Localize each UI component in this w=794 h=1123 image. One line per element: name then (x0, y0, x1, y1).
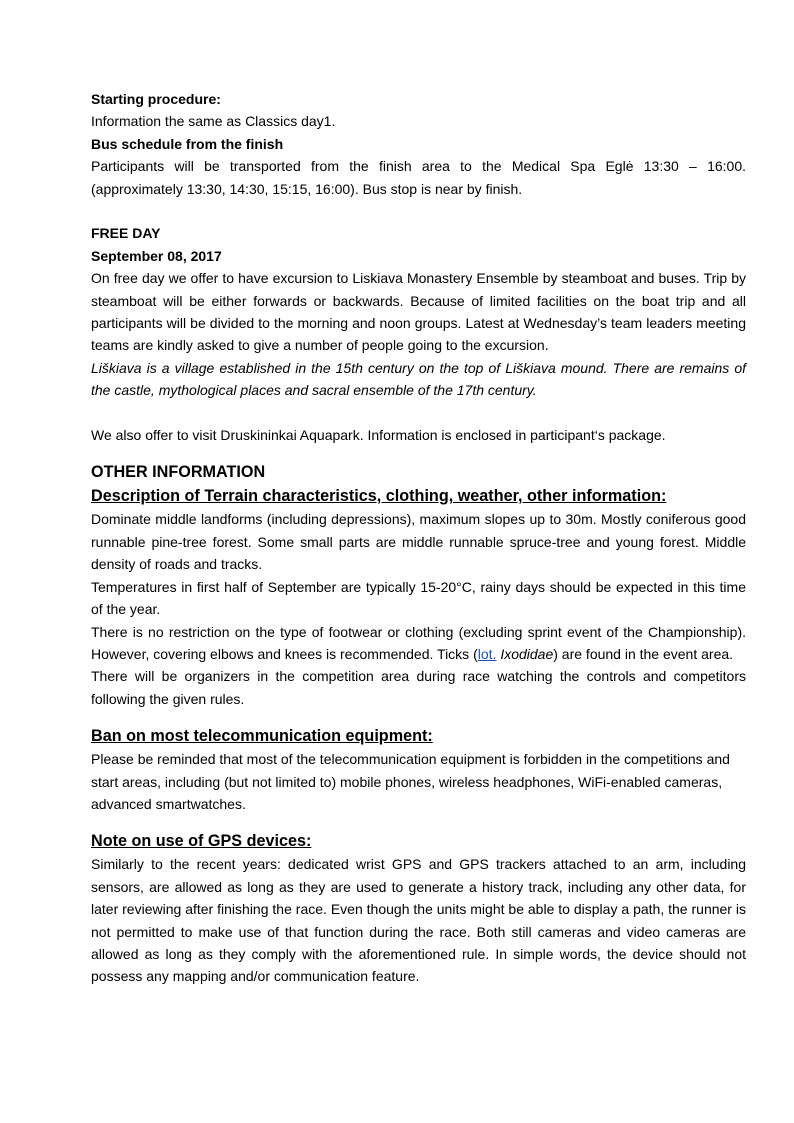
footwear-text-end: ) are found in the event area. (553, 645, 734, 662)
terrain-heading: Description of Terrain characteristics, clothing, weather, other information: (91, 487, 667, 506)
spacer (91, 446, 746, 460)
other-information-heading: OTHER INFORMATION (91, 463, 266, 482)
bus-schedule-text: Participants will be transported from the finish area to the Medical Spa Eglė 13:30 – 16:00. (approximately 13:30, 14:30, 15:15, 16:00). Bus stop is near by finish. (91, 158, 746, 197)
aquapark-text: We also offer to visit Druskininkai Aquapark. Information is enclosed in participant‘s package. (91, 427, 666, 444)
ixodidae-term: Ixodidae (500, 645, 554, 662)
spacer (91, 402, 746, 424)
footwear-text (91, 621, 746, 666)
spacer (91, 710, 746, 724)
lot-link[interactable]: lot. (477, 645, 497, 662)
free-day-date: September 08, 2017 (91, 247, 222, 264)
terrain-text: Dominate middle landforms (including depressions), maximum slopes up to 30m. Mostly coniferous good runnable pine-tree forest. Some small parts are middle runnable spruce-tree and young forest. Middle density of roads and tracks. (91, 511, 746, 573)
free-day-text: On free day we offer to have excursion to Liskiava Monastery Ensemble by steamboat and buses. Trip by steamboat will be either forwards or backwards. Because of limited facilities on the boat trip and all participants will be divided to the morning and noon groups. Latest at Wednesday’s team leaders meeting teams are kindly asked to give a number of people going to the excursion. (91, 270, 746, 354)
starting-procedure-heading: Starting procedure: (91, 91, 221, 107)
starting-procedure-text: Information the same as Classics day1. (91, 113, 336, 130)
ban-text: Please be reminded that most of the telecommunication equipment is forbidden in the competitions and start areas, including (but not limited to) mobile phones, wireless headphones, WiFi-enabled cameras, advanced smartwatches. (91, 751, 730, 812)
ban-heading: Ban on most telecommunication equipment: (91, 727, 433, 746)
spacer (91, 200, 746, 222)
bus-schedule-heading: Bus schedule from the finish (91, 135, 284, 152)
gps-text: Similarly to the recent years: dedicated wrist GPS and GPS trackers attached to an arm, including sensors, are allowed as long as they are used to generate a history track, including any other data, for later reviewing after finishing the race. Even though the units might be able to display a path, the runner is not permitted to make use of that function during the race. Both still cameras and video cameras are allowed as long as they comply with the aforementioned rule. In simple words, the device should not possess any mapping and/or communication feature. (91, 856, 746, 985)
organizers-text: There will be organizers in the competition area during race watching the controls and competitors following the given rules. (91, 668, 746, 707)
free-day-heading: FREE DAY (91, 225, 161, 242)
liskiava-description: Liškiava is a village established in the 15th century on the top of Liškiava mound. There are remains of the castle, mythological places and sacral ensemble of the 17th century. (91, 359, 746, 399)
footwear-text-start: There is no restriction on the type of footwear or clothing (excluding sprint event of the Championship). However, covering elbows and knees is recommended. Ticks ( (91, 623, 746, 662)
gps-heading: Note on use of GPS devices: (91, 832, 312, 851)
temperature-text: Temperatures in first half of September are typically 15-20°C, rainy days should be expected in this time of the year. (91, 578, 746, 618)
spacer (91, 815, 746, 829)
